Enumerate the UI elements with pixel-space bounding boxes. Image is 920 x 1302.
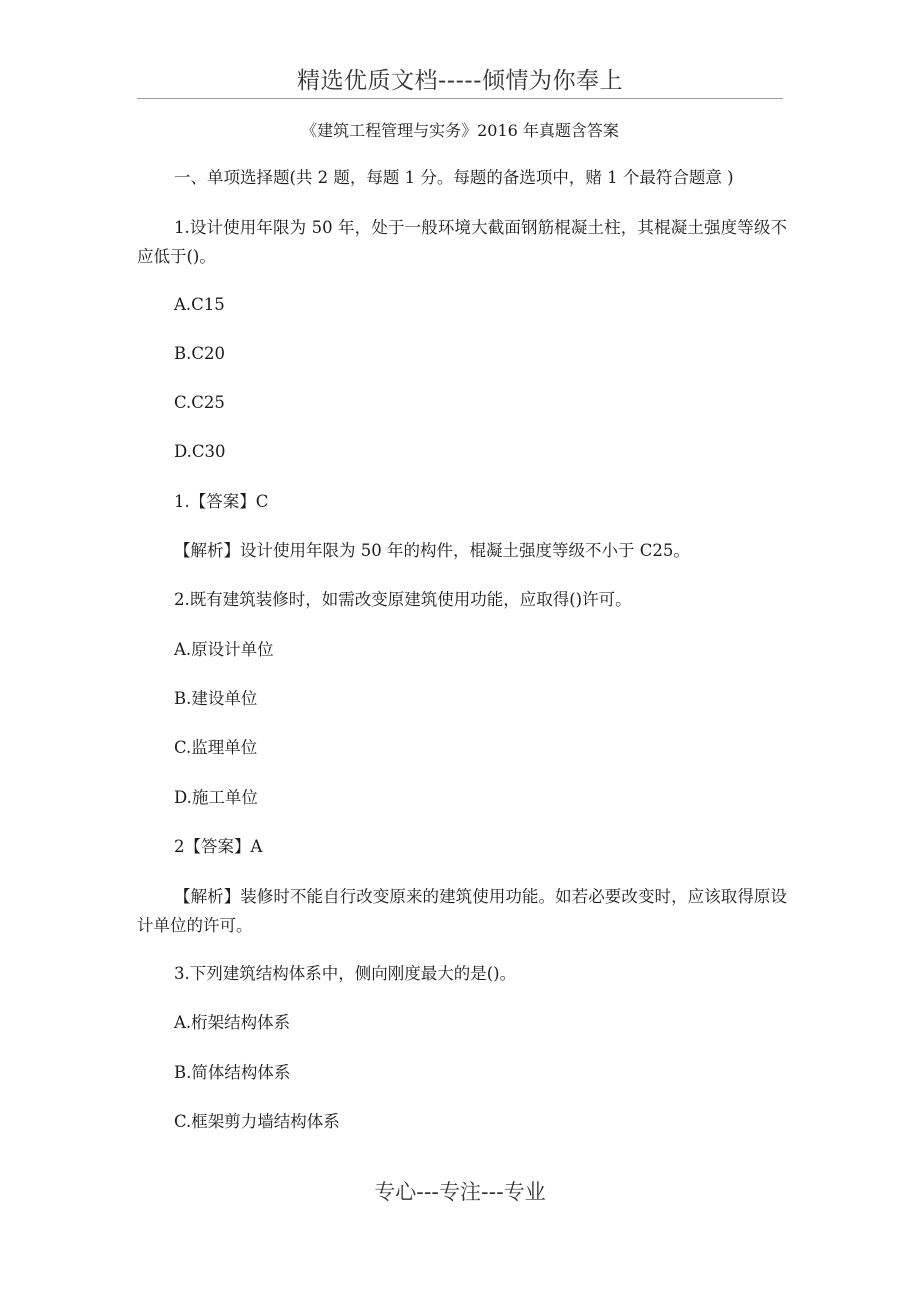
header-divider [137, 98, 783, 99]
question-1-option-c: C.C25 [174, 393, 225, 412]
question-1-option-d: D.C30 [174, 442, 226, 461]
page-header: 精选优质文档-----倾情为你奉上 [297, 68, 623, 94]
question-2-stem: 2.既有建筑装修时，如需改变原建筑使用功能，应取得()许可。 [174, 590, 632, 609]
question-3-option-c: C.框架剪力墙结构体系 [174, 1112, 340, 1131]
question-2-option-c: C.监理单位 [174, 738, 258, 757]
question-3-option-a: A.桁架结构体系 [174, 1013, 291, 1032]
question-3-stem: 3.下列建筑结构体系中，侧向刚度最大的是()。 [174, 964, 517, 983]
question-1-stem: 1.设计使用年限为 50 年，处于一般环境大截面钢筋棍凝土柱，其棍凝土强度等级不应低于()。 [137, 218, 787, 266]
section-heading: 一、单项选择题(共 2 题，每题 1 分。每题的备选项中，赌 1 个最符合题意 ) [174, 168, 734, 187]
question-1-analysis: 【解析】设计使用年限为 50 年的构件，棍凝土强度等级不小于 C25。 [174, 541, 690, 560]
question-2-answer: 2【答案】A [174, 837, 263, 856]
question-1-option-a: A.C15 [174, 295, 225, 314]
question-1-answer: 1.【答案】C [174, 492, 269, 511]
question-1-option-b: B.C20 [174, 344, 225, 363]
question-2-analysis: 【解析】装修时不能自行改变原来的建筑使用功能。如若必要改变时，应该取得原设计单位的许可。 [137, 887, 787, 935]
document-title: 《建筑工程管理与实务》2016 年真题含答案 [301, 121, 619, 140]
page-footer: 专心---专注---专业 [374, 1180, 546, 1204]
question-3-option-b: B.简体结构体系 [174, 1063, 291, 1082]
question-2-option-d: D.施工单位 [174, 788, 258, 807]
question-2-option-b: B.建设单位 [174, 689, 258, 708]
question-2-option-a: A.原设计单位 [174, 640, 274, 659]
